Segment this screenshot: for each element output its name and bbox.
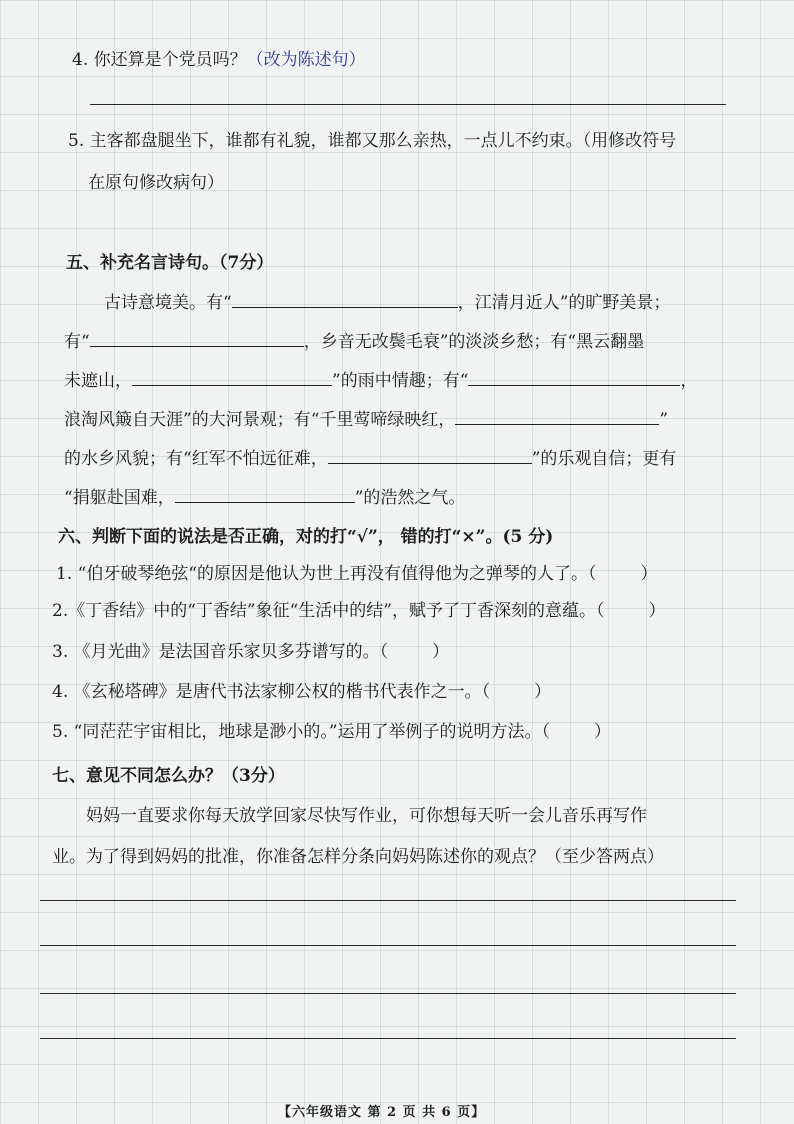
paren-open: （ [481, 682, 491, 702]
judge-text: 2.《丁香结》中的“丁香结”象征“生活中的结”，赋予了丁香深刻的意蕴。 [52, 601, 596, 621]
section-7-title: 七、意见不同怎么办？（3分） [52, 766, 285, 786]
judge-text: 4. 《玄秘塔碑》是唐代书法家柳公权的楷书代表作之一。 [52, 682, 482, 702]
judge-item-1 [56, 563, 658, 585]
poem-text: 的水乡风貌；有“红军不怕远征难， [64, 449, 328, 469]
section-5-title: 五、补充名言诗句。（7分） [66, 253, 274, 273]
paren-open: （ [541, 722, 551, 742]
poem-text: ”的浩然之气。 [354, 488, 466, 508]
poem-line-3 [64, 369, 697, 392]
poem-text: 浪淘风簸自天涯”的大河景观；有“千里莺啼绿映红， [64, 410, 456, 430]
section-7-line2: 业。为了得到妈妈的批准，你准备怎样分条向妈妈陈述你的观点？（至少答两点） [52, 847, 664, 867]
paren-open: （ [379, 642, 389, 662]
poem-text: ， [680, 371, 698, 391]
poem-line-5 [64, 447, 676, 470]
paren-open: （ [588, 564, 597, 584]
poem-text: “捐躯赴国难， [64, 488, 175, 508]
paren-close: ） [594, 722, 612, 742]
fill-blank[interactable] [468, 369, 680, 386]
fill-blank[interactable] [175, 486, 355, 503]
fill-blank[interactable] [132, 369, 332, 386]
poem-text: 有“ [64, 332, 90, 352]
judge-item-2 [52, 600, 665, 622]
answer-line-1[interactable] [40, 900, 736, 901]
judge-text: 3. 《月光曲》是法国音乐家贝多芬谱写的。 [52, 642, 380, 662]
judge-item-5 [52, 721, 611, 743]
poem-line-4 [64, 408, 668, 431]
question-4 [72, 49, 366, 71]
question-4-instruction: （改为陈述句） [246, 50, 366, 70]
answer-line-q4[interactable] [90, 104, 726, 105]
judge-item-4 [52, 681, 551, 703]
poem-text: ”的乐观自信；更有 [531, 449, 677, 469]
answer-line-4[interactable] [40, 1038, 736, 1039]
poem-text: ” [659, 410, 669, 430]
answer-line-2[interactable] [40, 945, 736, 946]
fill-blank[interactable] [232, 291, 458, 308]
page-footer: 【六年级语文 第 2 页 共 6 页】 [278, 1105, 486, 1120]
fill-blank[interactable] [90, 330, 304, 347]
fill-blank[interactable] [455, 408, 659, 425]
poem-text: ，乡音无改鬓毛衰”的淡淡乡愁；有“黑云翻墨 [303, 332, 645, 352]
fill-blank[interactable] [328, 447, 532, 464]
poem-text: 未遮山， [64, 371, 132, 391]
judge-text: 5. “同茫茫宇宙相比，地球是渺小的。”运用了举例子的说明方法。 [52, 722, 542, 742]
question-5-line2: 在原句修改病句） [88, 173, 224, 193]
question-5-line1: 5. 主客都盘腿坐下，谁都有礼貌，谁都又那么亲热，一点儿不约束。（用修改符号 [68, 131, 677, 151]
judge-item-3 [52, 641, 449, 663]
judge-text: 1. “伯牙破琴绝弦“的原因是他认为世上再没有值得他为之弹琴的人了。 [56, 564, 589, 584]
paren-close: ） [648, 601, 666, 621]
poem-line-6 [64, 486, 465, 509]
poem-text: ”的雨中情趣；有“ [332, 371, 469, 391]
section-6-title: 六、判断下面的说法是否正确，对的打“√”， 错的打“×”。(5 分) [58, 527, 554, 547]
poem-line-1 [104, 291, 670, 314]
poem-text: ，江清月近人”的旷野美景； [457, 293, 671, 313]
poem-text: 古诗意境美。有“ [104, 293, 232, 313]
section-7-line1: 妈妈一直要求你每天放学回家尽快写作业，可你想每天听一会儿音乐再写作 [86, 806, 647, 826]
answer-line-3[interactable] [40, 993, 736, 994]
paren-open: （ [595, 601, 605, 621]
question-4-text: 4. 你还算是个党员吗？ [72, 50, 247, 70]
paren-close: ） [640, 564, 658, 584]
poem-line-2 [64, 330, 644, 353]
paren-close: ） [534, 682, 552, 702]
paren-close: ） [432, 642, 450, 662]
